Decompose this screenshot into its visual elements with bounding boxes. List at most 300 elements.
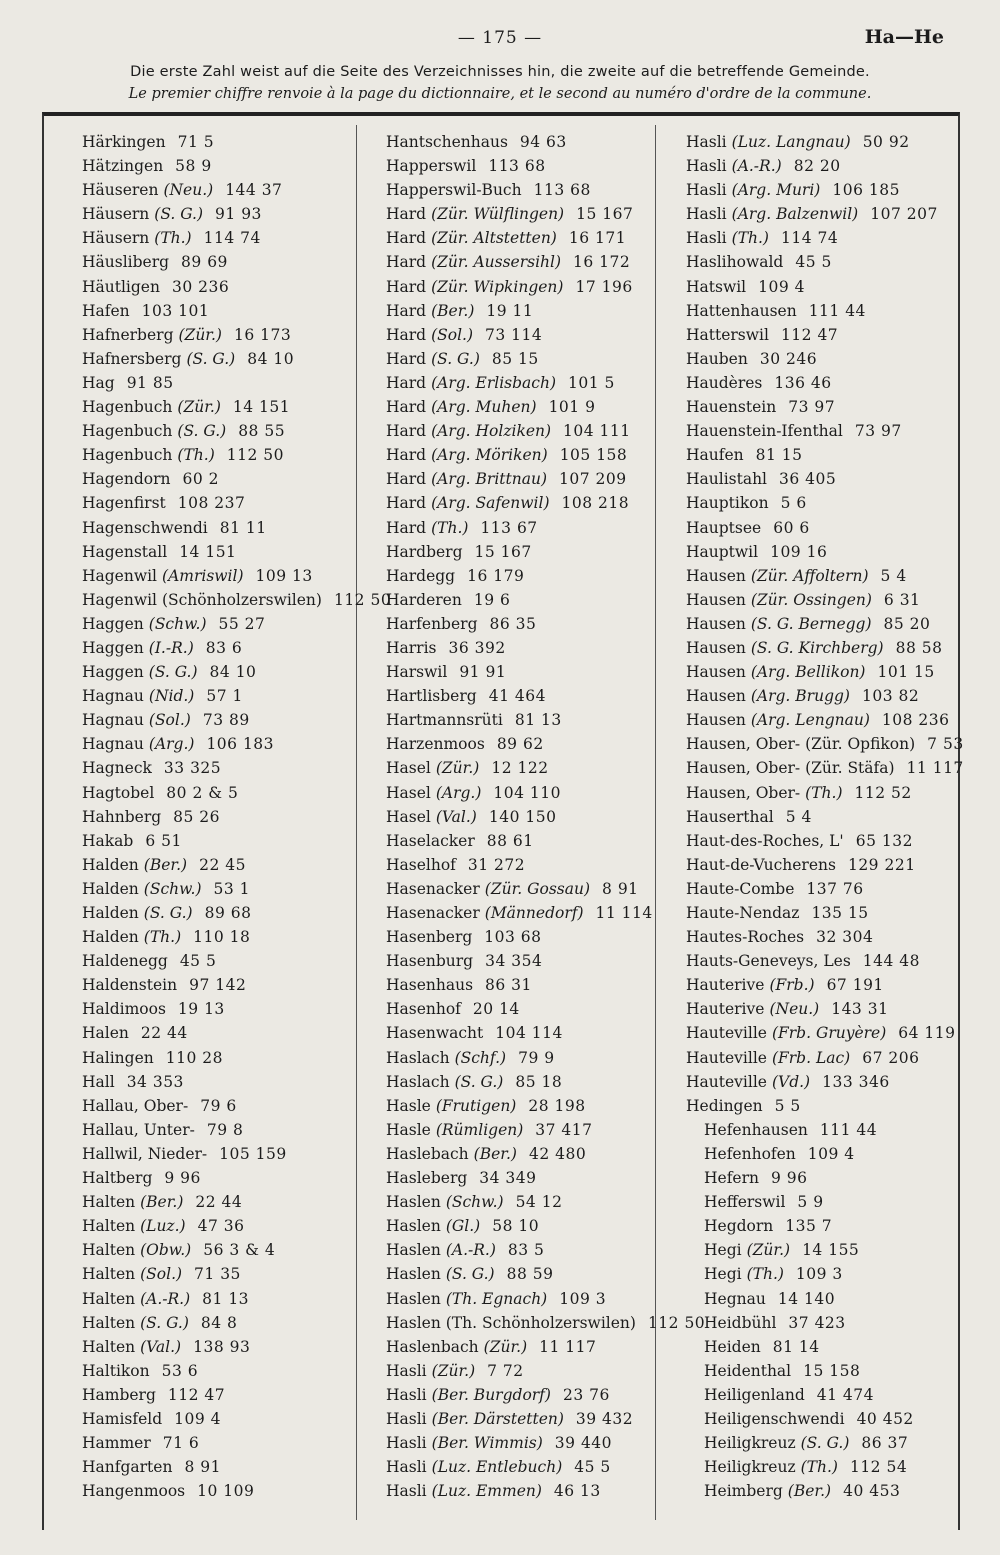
entry-reference: 84 10 xyxy=(247,349,295,368)
entry-reference: 112 47 xyxy=(780,325,839,344)
entry-reference: 41 474 xyxy=(816,1385,874,1404)
entry-reference: 19 11 xyxy=(486,301,534,320)
entry-reference: 40 452 xyxy=(856,1409,914,1428)
entry-qualifier: (Schw.) xyxy=(143,879,202,898)
entry-reference: 107 209 xyxy=(559,470,627,489)
entry-qualifier: (Vd.) xyxy=(771,1072,811,1091)
entry-qualifier: (Arg.) xyxy=(148,735,195,754)
index-entry xyxy=(686,588,956,612)
index-entry xyxy=(82,516,354,540)
entry-name: Hasli xyxy=(686,181,727,200)
entry-name: Härkingen xyxy=(82,133,166,151)
index-entry xyxy=(686,516,956,540)
entry-name: Haute-Combe xyxy=(686,879,795,898)
entry-reference: 22 44 xyxy=(140,1024,188,1043)
entry-qualifier: (S. G.) xyxy=(143,904,193,922)
entry-name: Hard xyxy=(386,494,427,513)
entry-name: Hasli xyxy=(386,1458,427,1477)
entry-reference: 6 31 xyxy=(883,590,921,609)
entry-name: Hard xyxy=(386,253,427,272)
entry-name: Halden xyxy=(82,928,139,947)
entry-reference: 5 9 xyxy=(797,1193,824,1212)
entry-name: Heidbühl xyxy=(704,1313,777,1332)
entry-name: Hauts-Geneveys, Les xyxy=(686,952,851,971)
entry-qualifier: (Ber.) xyxy=(473,1144,517,1163)
index-entry xyxy=(82,853,354,877)
entry-reference: 79 6 xyxy=(200,1096,237,1115)
index-entry xyxy=(386,1407,654,1431)
entry-reference: 34 353 xyxy=(126,1072,184,1091)
index-entry xyxy=(82,1142,354,1166)
entry-name: Hasenacker xyxy=(386,879,480,898)
index-entry xyxy=(686,1070,956,1094)
index-entry xyxy=(82,467,354,491)
index-entry xyxy=(686,829,956,853)
index-entry xyxy=(82,1262,354,1286)
index-entry xyxy=(82,949,354,973)
entry-reference: 112 50 xyxy=(333,590,392,609)
entry-reference: 5 4 xyxy=(880,566,907,585)
entry-reference: 133 346 xyxy=(822,1072,890,1091)
index-column-3 xyxy=(686,130,964,1525)
entry-name: Hauterive xyxy=(686,1000,765,1019)
index-entry xyxy=(82,226,354,250)
index-entry xyxy=(686,467,956,491)
entry-name: Hard xyxy=(386,422,427,441)
entry-name: Haggen xyxy=(82,638,144,657)
entry-name: Hauben xyxy=(686,349,748,368)
entry-name: Hard xyxy=(386,373,427,392)
entry-reference: 85 15 xyxy=(491,349,539,368)
index-entry xyxy=(386,973,654,997)
entry-name: Hefenhofen xyxy=(704,1144,796,1163)
entry-qualifier: (Val.) xyxy=(435,807,477,826)
entry-qualifier: (Th.) xyxy=(143,928,182,947)
entry-name: Hasel xyxy=(386,783,431,802)
index-entry xyxy=(386,781,654,805)
entry-name: Hallau, Unter- xyxy=(82,1120,195,1139)
entry-reference: 58 9 xyxy=(175,157,212,176)
entry-name: Hegi xyxy=(704,1241,742,1260)
entry-reference: 45 5 xyxy=(795,253,832,272)
entry-name: Hauteville xyxy=(686,1024,767,1043)
entry-reference: 22 45 xyxy=(199,855,246,874)
entry-name: Haslebach xyxy=(386,1144,469,1163)
entry-name: Hausen xyxy=(686,614,746,633)
entry-name: Heiden xyxy=(704,1337,761,1356)
entry-name: Halten xyxy=(82,1313,136,1332)
index-entry xyxy=(386,226,654,250)
entry-qualifier: (Zür. Altstetten) xyxy=(431,229,557,248)
index-entry xyxy=(386,1214,654,1238)
index-entry xyxy=(686,973,956,997)
index-entry xyxy=(686,178,956,202)
entry-qualifier: (Arg. Safenwil) xyxy=(431,494,550,513)
index-entry xyxy=(386,1359,654,1383)
entry-reference: 5 5 xyxy=(774,1096,801,1115)
entry-reference: 106 183 xyxy=(206,735,275,754)
entry-reference: 34 354 xyxy=(485,952,543,971)
index-entry xyxy=(82,419,354,443)
entry-name: Heimberg xyxy=(704,1482,783,1501)
entry-name: Hasli xyxy=(686,229,727,248)
entry-reference: 113 68 xyxy=(488,157,546,176)
entry-name: Hallau, Ober- xyxy=(82,1096,189,1115)
entry-reference: 39 432 xyxy=(575,1409,634,1428)
entry-name: Hegnau xyxy=(704,1289,766,1308)
entry-name: Hauterive xyxy=(686,976,765,995)
index-entry xyxy=(386,130,654,154)
index-entry xyxy=(686,1190,956,1214)
index-entry xyxy=(686,708,956,732)
entry-reference: 112 52 xyxy=(854,783,912,802)
entry-name: Hasel xyxy=(386,807,431,826)
entry-qualifier: (Frb. Lac) xyxy=(771,1048,851,1067)
index-entry xyxy=(686,275,956,299)
entry-name: Hefenhausen xyxy=(704,1120,808,1139)
index-entry xyxy=(386,1335,654,1359)
index-entry xyxy=(386,1021,654,1045)
entry-name: Hard xyxy=(386,205,427,224)
entry-qualifier: (Arg. Bellikon) xyxy=(750,663,866,682)
entry-qualifier: (Schw.) xyxy=(445,1193,504,1212)
entry-reference: 112 50 xyxy=(647,1313,706,1332)
entry-name: Hasenberg xyxy=(386,928,473,947)
entry-qualifier: (Sol.) xyxy=(431,325,474,344)
entry-reference: 104 114 xyxy=(495,1024,563,1043)
entry-name: Hard xyxy=(386,349,427,368)
entry-reference: 107 207 xyxy=(870,205,938,224)
entry-qualifier: (Arg. Balzenwil) xyxy=(731,205,859,224)
entry-qualifier: (Nid.) xyxy=(148,687,195,706)
entry-reference: 16 179 xyxy=(467,566,525,585)
entry-reference: 57 1 xyxy=(206,687,243,706)
index-entry xyxy=(386,1311,706,1335)
index-entry xyxy=(82,1335,354,1359)
entry-qualifier: (Zür.) xyxy=(435,759,480,778)
entry-name: Haslen (Th. Schönholzerswilen) xyxy=(386,1313,636,1332)
index-entry xyxy=(82,1407,354,1431)
entry-reference: 88 59 xyxy=(506,1265,554,1284)
index-entry xyxy=(386,949,654,973)
index-entry xyxy=(686,660,956,684)
entry-name: Hauptsee xyxy=(686,518,762,537)
entry-name: Heiligkreuz xyxy=(704,1434,796,1453)
entry-reference: 88 58 xyxy=(895,638,943,657)
entry-reference: 82 20 xyxy=(793,157,841,176)
entry-reference: 16 171 xyxy=(568,229,627,248)
index-entry xyxy=(82,1431,354,1455)
entry-name: Haltberg xyxy=(82,1169,153,1188)
index-entry xyxy=(686,901,956,925)
entry-reference: 10 109 xyxy=(197,1482,255,1501)
index-entry xyxy=(386,540,654,564)
entry-reference: 81 14 xyxy=(772,1337,820,1356)
entry-name: Hatterswil xyxy=(686,325,769,344)
entry-name: Hag xyxy=(82,373,115,392)
index-entry xyxy=(386,901,654,925)
entry-name: Hausen xyxy=(686,687,746,706)
entry-reference: 39 440 xyxy=(554,1434,613,1453)
column-divider xyxy=(655,125,656,1520)
entry-qualifier: (Zür.) xyxy=(177,398,221,417)
index-entry xyxy=(82,491,354,515)
index-entry xyxy=(386,178,654,202)
entry-reference: 79 9 xyxy=(518,1048,555,1067)
entry-name: Haggen xyxy=(82,614,144,633)
index-entry xyxy=(686,1142,956,1166)
index-entry xyxy=(686,1262,956,1286)
entry-name: Hasel xyxy=(386,759,431,778)
entry-reference: 135 15 xyxy=(811,904,869,922)
entry-name: Hartmannsrüti xyxy=(386,711,503,730)
entry-name: Hegi xyxy=(704,1265,742,1284)
index-entry xyxy=(386,829,654,853)
index-entry xyxy=(386,299,654,323)
index-entry xyxy=(386,588,654,612)
entry-qualifier: (Zür.) xyxy=(483,1337,528,1356)
entry-reference: 14 140 xyxy=(777,1289,836,1308)
entry-reference: 84 8 xyxy=(200,1313,238,1332)
entry-qualifier: (S. G.) xyxy=(154,205,204,224)
index-column-1 xyxy=(82,130,392,1525)
entry-reference: 16 173 xyxy=(233,325,292,344)
index-entry xyxy=(386,564,654,588)
index-entry xyxy=(686,1431,956,1455)
entry-qualifier: (Frb.) xyxy=(769,976,815,995)
entry-reference: 97 142 xyxy=(189,976,247,995)
entry-name: Hauptwil xyxy=(686,542,759,561)
entry-name: Hasli xyxy=(386,1385,427,1404)
entry-name: Hatswil xyxy=(686,277,747,296)
entry-name: Haslihowald xyxy=(686,253,784,272)
index-entry xyxy=(686,684,956,708)
entry-qualifier: (S. G.) xyxy=(148,663,198,682)
index-entry xyxy=(386,1383,654,1407)
entry-name: Halten xyxy=(82,1337,136,1356)
entry-reference: 46 13 xyxy=(553,1482,601,1501)
entry-name: Harswil xyxy=(386,663,448,682)
entry-name: Haute-Nendaz xyxy=(686,904,800,922)
entry-qualifier: (Th.) xyxy=(800,1458,838,1477)
entry-reference: 54 12 xyxy=(515,1193,563,1212)
entry-name: Hausen, Ober- (Zür. Stäfa) xyxy=(686,759,895,778)
entry-reference: 103 101 xyxy=(141,301,210,320)
entry-name: Hausen, Ober- xyxy=(686,783,801,802)
entry-reference: 31 272 xyxy=(467,855,526,874)
entry-reference: 136 46 xyxy=(774,373,832,392)
entry-name: Hasli xyxy=(386,1361,427,1380)
entry-reference: 14 151 xyxy=(179,542,237,561)
entry-reference: 138 93 xyxy=(193,1337,251,1356)
index-entry xyxy=(82,347,354,371)
entry-qualifier: (Arg. Muhen) xyxy=(431,398,537,417)
entry-name: Hard xyxy=(386,301,427,320)
entry-reference: 58 10 xyxy=(492,1217,540,1236)
index-entry xyxy=(82,1455,354,1479)
index-entry xyxy=(82,708,354,732)
index-entry xyxy=(386,467,654,491)
entry-name: Hasenwacht xyxy=(386,1024,484,1043)
index-entry xyxy=(386,756,654,780)
entry-reference: 11 117 xyxy=(539,1337,597,1356)
entry-qualifier: (Ber. Därstetten) xyxy=(431,1409,564,1428)
index-entry xyxy=(686,1021,956,1045)
entry-qualifier: (S. G.) xyxy=(177,422,227,441)
entry-reference: 84 10 xyxy=(209,663,257,682)
entry-qualifier: (Ber.) xyxy=(431,301,475,320)
entry-reference: 60 2 xyxy=(182,470,219,489)
entry-name: Hagenstall xyxy=(82,542,168,561)
index-entry xyxy=(686,997,956,1021)
entry-name: Hagnau xyxy=(82,711,144,730)
entry-reference: 91 91 xyxy=(459,663,507,682)
index-entry xyxy=(386,1190,654,1214)
entry-name: Hafnerberg xyxy=(82,325,174,344)
index-entry xyxy=(82,540,354,564)
entry-reference: 114 74 xyxy=(203,229,261,248)
entry-reference: 73 89 xyxy=(202,711,250,730)
index-entry xyxy=(82,612,354,636)
entry-name: Hagneck xyxy=(82,759,152,778)
entry-qualifier: (Th.) xyxy=(746,1265,784,1284)
index-entry xyxy=(82,805,354,829)
entry-name: Hasli xyxy=(386,1482,427,1501)
entry-name: Haselhof xyxy=(386,855,456,874)
entry-name: Hegdorn xyxy=(704,1217,774,1236)
entry-reference: 73 97 xyxy=(854,422,902,441)
entry-reference: 91 93 xyxy=(215,205,262,224)
index-entry xyxy=(686,925,956,949)
entry-name: Hafnersberg xyxy=(82,349,182,368)
entry-name: Haulistahl xyxy=(686,470,768,489)
entry-name: Hasli xyxy=(686,157,727,176)
entry-reference: 85 26 xyxy=(173,807,221,826)
column-divider xyxy=(356,125,357,1520)
entry-reference: 45 5 xyxy=(179,952,217,971)
entry-name: Heiligenland xyxy=(704,1385,805,1404)
entry-reference: 109 4 xyxy=(807,1144,855,1163)
entry-reference: 45 5 xyxy=(574,1458,611,1477)
entry-name: Hasli xyxy=(686,205,727,224)
entry-reference: 71 6 xyxy=(162,1434,200,1453)
entry-name: Harzenmoos xyxy=(386,735,485,754)
entry-qualifier: (Zür. Gossau) xyxy=(484,879,591,898)
entry-name: Harderen xyxy=(386,590,462,609)
entry-name: Hefferswil xyxy=(704,1193,786,1212)
entry-qualifier: (A.-R.) xyxy=(731,157,782,176)
entry-reference: 144 48 xyxy=(862,952,921,971)
entry-qualifier: (I.-R.) xyxy=(148,638,194,657)
index-entry xyxy=(686,1046,956,1070)
entry-name: Hall xyxy=(82,1072,115,1091)
entry-reference: 17 196 xyxy=(575,277,633,296)
entry-qualifier: (Zür.) xyxy=(178,325,222,344)
entry-reference: 109 4 xyxy=(758,277,805,296)
entry-reference: 19 6 xyxy=(473,590,511,609)
entry-reference: 113 67 xyxy=(480,518,538,537)
entry-reference: 8 91 xyxy=(184,1458,221,1477)
entry-name: Hallwil, Nieder- xyxy=(82,1144,208,1163)
entry-reference: 56 3 & 4 xyxy=(203,1241,276,1260)
index-entry xyxy=(386,1118,654,1142)
index-entry xyxy=(386,419,654,443)
entry-qualifier: (Luz. Emmen) xyxy=(431,1482,542,1501)
entry-qualifier: (Zür. Ossingen) xyxy=(750,590,872,609)
entry-reference: 108 236 xyxy=(881,711,950,730)
index-entry xyxy=(82,684,354,708)
entry-qualifier: (Th.) xyxy=(731,229,769,248)
entry-name: Hahnberg xyxy=(82,807,162,826)
index-entry xyxy=(386,684,654,708)
index-entry xyxy=(686,781,956,805)
index-entry xyxy=(686,395,956,419)
entry-name: Hard xyxy=(386,518,427,537)
note-french: Le premier chiffre renvoie à la page du dictionnaire, et le second au numéro d'ordre de la commune. xyxy=(128,86,872,102)
entry-name: Harris xyxy=(386,638,437,657)
index-entry xyxy=(386,877,654,901)
entry-reference: 103 82 xyxy=(861,687,920,706)
entry-reference: 42 480 xyxy=(528,1144,587,1163)
entry-reference: 47 36 xyxy=(197,1217,245,1236)
index-entry xyxy=(386,636,654,660)
entry-qualifier: (Gl.) xyxy=(445,1217,481,1236)
entry-name: Hagenfirst xyxy=(82,494,166,513)
entry-reference: 112 54 xyxy=(849,1458,908,1477)
index-entry xyxy=(686,853,956,877)
entry-name: Hausen xyxy=(686,638,746,657)
index-entry xyxy=(82,1166,354,1190)
entry-reference: 20 14 xyxy=(472,1000,520,1019)
entry-name: Hauenstein-Ifenthal xyxy=(686,422,843,441)
index-entry xyxy=(82,299,354,323)
entry-qualifier: (Schw.) xyxy=(148,614,207,633)
entry-reference: 80 2 & 5 xyxy=(166,783,239,802)
entry-reference: 71 35 xyxy=(194,1265,241,1284)
entry-name: Heiligenschwendi xyxy=(704,1409,845,1428)
entry-name: Hagenbuch xyxy=(82,446,173,465)
entry-reference: 110 28 xyxy=(165,1048,223,1067)
index-entry xyxy=(686,154,956,178)
entry-reference: 104 110 xyxy=(493,783,561,802)
entry-qualifier: (Frutigen) xyxy=(435,1096,517,1115)
entry-name: Hakab xyxy=(82,831,134,850)
entry-reference: 30 246 xyxy=(759,349,818,368)
index-entry xyxy=(686,877,956,901)
entry-name: Hard xyxy=(386,446,427,465)
entry-reference: 73 97 xyxy=(788,398,836,417)
entry-reference: 114 74 xyxy=(780,229,839,248)
entry-reference: 9 96 xyxy=(164,1169,201,1188)
entry-reference: 15 158 xyxy=(803,1361,861,1380)
entry-qualifier: (S. G.) xyxy=(186,349,236,368)
entry-reference: 14 155 xyxy=(802,1241,860,1260)
entry-reference: 103 68 xyxy=(484,928,542,947)
index-entry xyxy=(386,516,654,540)
index-entry xyxy=(686,419,956,443)
entry-qualifier: (Zür. Wipkingen) xyxy=(431,277,564,296)
entry-qualifier: (Neu.) xyxy=(769,1000,820,1019)
entry-name: Hauserthal xyxy=(686,807,774,826)
index-entry xyxy=(82,829,354,853)
index-entry xyxy=(386,1431,654,1455)
entry-reference: 33 325 xyxy=(163,759,222,778)
entry-qualifier: (A.-R.) xyxy=(140,1289,191,1308)
index-entry xyxy=(386,1142,654,1166)
index-entry xyxy=(386,1287,654,1311)
entry-qualifier: (Obw.) xyxy=(140,1241,192,1260)
entry-reference: 104 111 xyxy=(563,422,631,441)
